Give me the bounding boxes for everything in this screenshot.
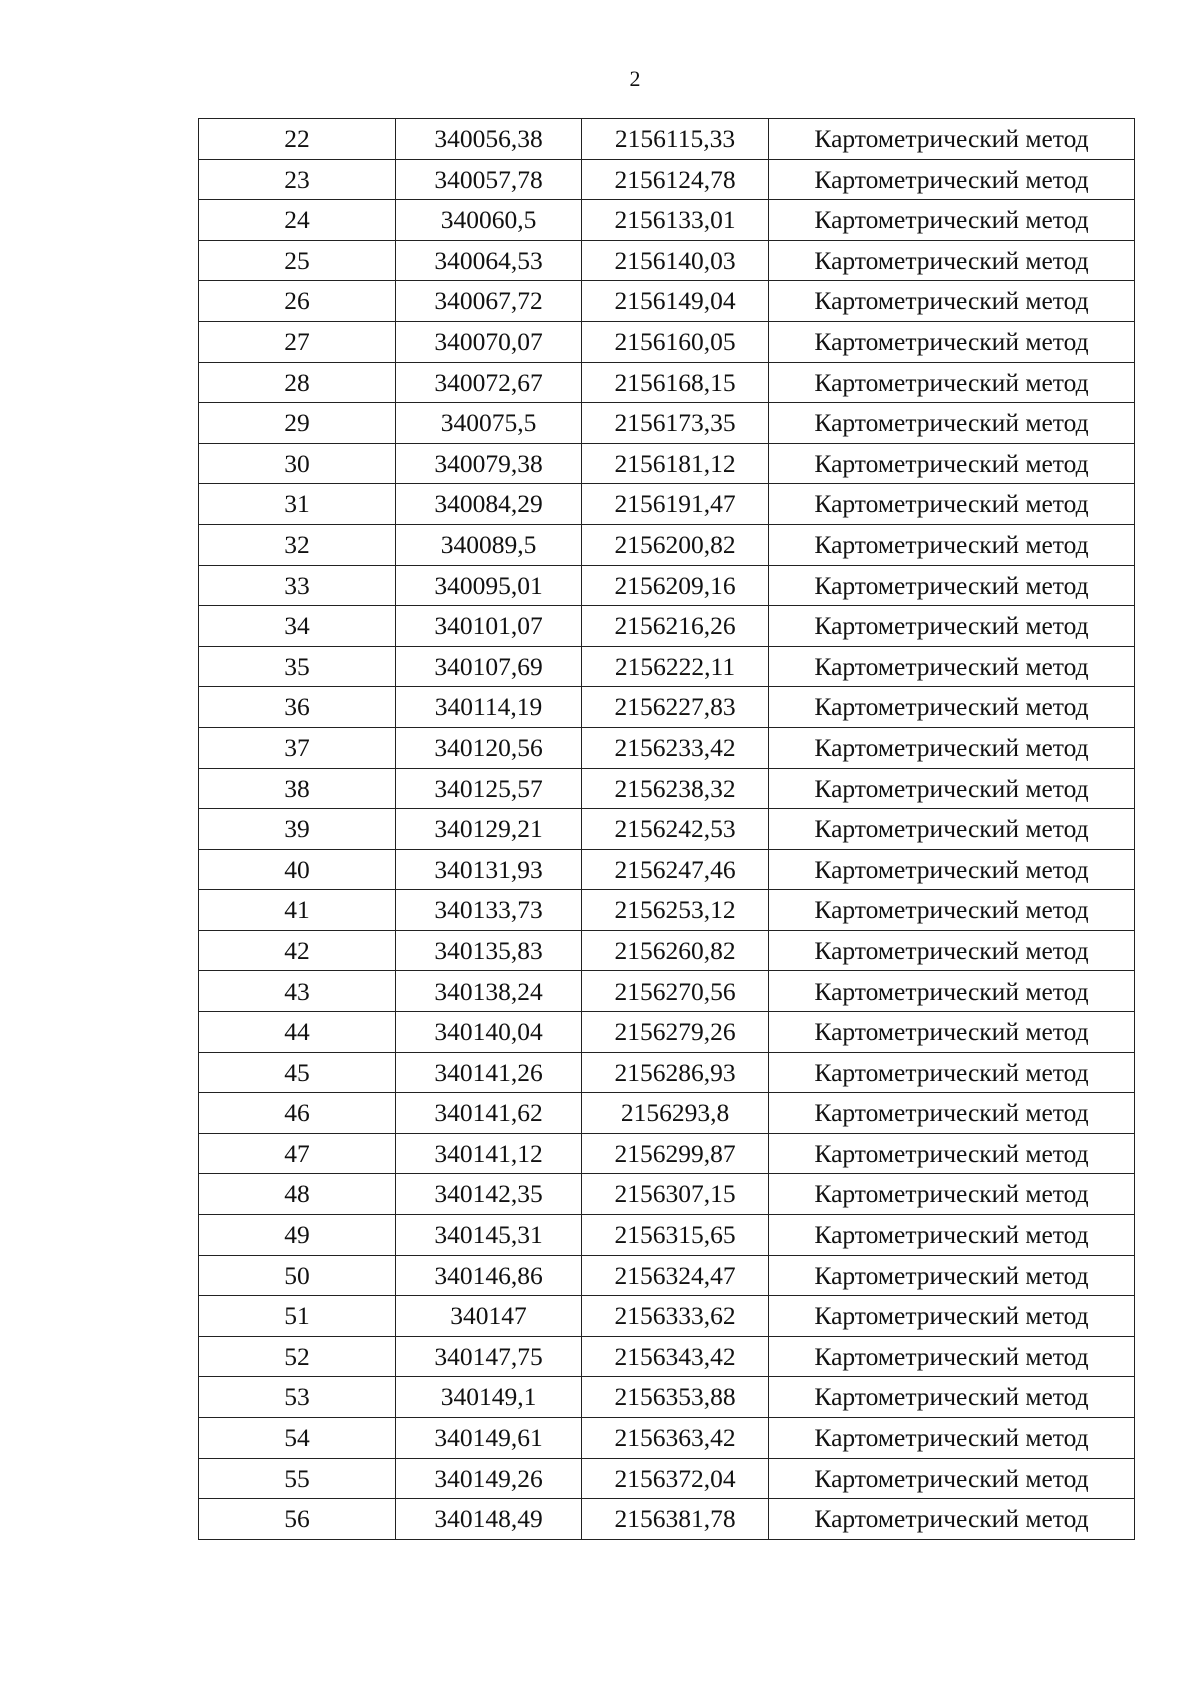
method-cell: Картометрический метод [769, 1052, 1135, 1093]
table-row [199, 281, 1135, 322]
y-coordinate-cell: 2156216,26 [582, 606, 769, 647]
x-coordinate-cell: 340146,86 [396, 1255, 582, 1296]
point-number-cell: 22 [199, 119, 396, 160]
method-cell: Картометрический метод [769, 1418, 1135, 1459]
x-coordinate-cell: 340095,01 [396, 565, 582, 606]
x-coordinate-cell: 340149,1 [396, 1377, 582, 1418]
method-cell: Картометрический метод [769, 403, 1135, 444]
method-cell: Картометрический метод [769, 809, 1135, 850]
y-coordinate-cell: 2156286,93 [582, 1052, 769, 1093]
table-row [199, 1215, 1135, 1256]
x-coordinate-cell: 340133,73 [396, 890, 582, 931]
y-coordinate-cell: 2156227,83 [582, 687, 769, 728]
y-coordinate-cell: 2156173,35 [582, 403, 769, 444]
y-coordinate-cell: 2156181,12 [582, 443, 769, 484]
y-coordinate-cell: 2156200,82 [582, 524, 769, 565]
y-coordinate-cell: 2156115,33 [582, 119, 769, 160]
x-coordinate-cell: 340141,62 [396, 1093, 582, 1134]
x-coordinate-cell: 340079,38 [396, 443, 582, 484]
point-number-cell: 35 [199, 646, 396, 687]
method-cell: Картометрический метод [769, 200, 1135, 241]
x-coordinate-cell: 340084,29 [396, 484, 582, 525]
page-number: 2 [629, 66, 641, 91]
point-number-cell: 34 [199, 606, 396, 647]
method-cell: Картометрический метод [769, 119, 1135, 160]
y-coordinate-cell: 2156140,03 [582, 240, 769, 281]
x-coordinate-cell: 340129,21 [396, 809, 582, 850]
y-coordinate-cell: 2156168,15 [582, 362, 769, 403]
y-coordinate-cell: 2156315,65 [582, 1215, 769, 1256]
y-coordinate-cell: 2156270,56 [582, 971, 769, 1012]
x-coordinate-cell: 340138,24 [396, 971, 582, 1012]
method-cell: Картометрический метод [769, 1012, 1135, 1053]
method-cell: Картометрический метод [769, 1499, 1135, 1540]
x-coordinate-cell: 340057,78 [396, 159, 582, 200]
x-coordinate-cell: 340101,07 [396, 606, 582, 647]
y-coordinate-cell: 2156333,62 [582, 1296, 769, 1337]
table-row [199, 849, 1135, 890]
x-coordinate-cell: 340141,12 [396, 1133, 582, 1174]
point-number-cell: 44 [199, 1012, 396, 1053]
x-coordinate-cell: 340140,04 [396, 1012, 582, 1053]
point-number-cell: 42 [199, 930, 396, 971]
method-cell: Картометрический метод [769, 362, 1135, 403]
point-number-cell: 32 [199, 524, 396, 565]
table-row [199, 119, 1135, 160]
table-row [199, 403, 1135, 444]
y-coordinate-cell: 2156233,42 [582, 727, 769, 768]
table-row [199, 200, 1135, 241]
coordinates-table-body [199, 119, 1135, 1540]
method-cell: Картометрический метод [769, 687, 1135, 728]
method-cell: Картометрический метод [769, 1093, 1135, 1134]
point-number-cell: 29 [199, 403, 396, 444]
table-row [199, 159, 1135, 200]
y-coordinate-cell: 2156253,12 [582, 890, 769, 931]
point-number-cell: 33 [199, 565, 396, 606]
point-number-cell: 46 [199, 1093, 396, 1134]
y-coordinate-cell: 2156293,8 [582, 1093, 769, 1134]
point-number-cell: 49 [199, 1215, 396, 1256]
method-cell: Картометрический метод [769, 1458, 1135, 1499]
point-number-cell: 26 [199, 281, 396, 322]
y-coordinate-cell: 2156209,16 [582, 565, 769, 606]
point-number-cell: 47 [199, 1133, 396, 1174]
y-coordinate-cell: 2156307,15 [582, 1174, 769, 1215]
method-cell: Картометрический метод [769, 849, 1135, 890]
method-cell: Картометрический метод [769, 1174, 1135, 1215]
table-row [199, 971, 1135, 1012]
table-row [199, 1296, 1135, 1337]
point-number-cell: 30 [199, 443, 396, 484]
table-row [199, 727, 1135, 768]
method-cell: Картометрический метод [769, 606, 1135, 647]
x-coordinate-cell: 340135,83 [396, 930, 582, 971]
x-coordinate-cell: 340148,49 [396, 1499, 582, 1540]
method-cell: Картометрический метод [769, 1255, 1135, 1296]
x-coordinate-cell: 340075,5 [396, 403, 582, 444]
point-number-cell: 53 [199, 1377, 396, 1418]
method-cell: Картометрический метод [769, 930, 1135, 971]
method-cell: Картометрический метод [769, 971, 1135, 1012]
y-coordinate-cell: 2156238,32 [582, 768, 769, 809]
table-row [199, 524, 1135, 565]
table-row [199, 809, 1135, 850]
table-row [199, 565, 1135, 606]
x-coordinate-cell: 340114,19 [396, 687, 582, 728]
point-number-cell: 48 [199, 1174, 396, 1215]
table-row [199, 362, 1135, 403]
x-coordinate-cell: 340067,72 [396, 281, 582, 322]
x-coordinate-cell: 340070,07 [396, 321, 582, 362]
x-coordinate-cell: 340089,5 [396, 524, 582, 565]
table-row [199, 443, 1135, 484]
point-number-cell: 39 [199, 809, 396, 850]
y-coordinate-cell: 2156372,04 [582, 1458, 769, 1499]
point-number-cell: 50 [199, 1255, 396, 1296]
method-cell: Картометрический метод [769, 1336, 1135, 1377]
method-cell: Картометрический метод [769, 646, 1135, 687]
y-coordinate-cell: 2156324,47 [582, 1255, 769, 1296]
point-number-cell: 27 [199, 321, 396, 362]
y-coordinate-cell: 2156260,82 [582, 930, 769, 971]
table-row [199, 484, 1135, 525]
y-coordinate-cell: 2156160,05 [582, 321, 769, 362]
point-number-cell: 25 [199, 240, 396, 281]
method-cell: Картометрический метод [769, 1377, 1135, 1418]
x-coordinate-cell: 340131,93 [396, 849, 582, 890]
x-coordinate-cell: 340107,69 [396, 646, 582, 687]
x-coordinate-cell: 340145,31 [396, 1215, 582, 1256]
method-cell: Картометрический метод [769, 1296, 1135, 1337]
point-number-cell: 54 [199, 1418, 396, 1459]
point-number-cell: 37 [199, 727, 396, 768]
x-coordinate-cell: 340141,26 [396, 1052, 582, 1093]
x-coordinate-cell: 340056,38 [396, 119, 582, 160]
point-number-cell: 55 [199, 1458, 396, 1499]
table-row [199, 1458, 1135, 1499]
table-row [199, 1093, 1135, 1134]
y-coordinate-cell: 2156222,11 [582, 646, 769, 687]
point-number-cell: 41 [199, 890, 396, 931]
point-number-cell: 56 [199, 1499, 396, 1540]
y-coordinate-cell: 2156363,42 [582, 1418, 769, 1459]
point-number-cell: 51 [199, 1296, 396, 1337]
x-coordinate-cell: 340147,75 [396, 1336, 582, 1377]
y-coordinate-cell: 2156353,88 [582, 1377, 769, 1418]
y-coordinate-cell: 2156133,01 [582, 200, 769, 241]
y-coordinate-cell: 2156242,53 [582, 809, 769, 850]
table-row [199, 768, 1135, 809]
coordinates-table [198, 118, 1135, 1540]
method-cell: Картометрический метод [769, 1215, 1135, 1256]
method-cell: Картометрический метод [769, 727, 1135, 768]
x-coordinate-cell: 340142,35 [396, 1174, 582, 1215]
y-coordinate-cell: 2156124,78 [582, 159, 769, 200]
table-row [199, 606, 1135, 647]
table-row [199, 1012, 1135, 1053]
table-row [199, 1336, 1135, 1377]
method-cell: Картометрический метод [769, 443, 1135, 484]
table-row [199, 1499, 1135, 1540]
y-coordinate-cell: 2156381,78 [582, 1499, 769, 1540]
table-row [199, 1418, 1135, 1459]
point-number-cell: 23 [199, 159, 396, 200]
table-row [199, 1133, 1135, 1174]
y-coordinate-cell: 2156191,47 [582, 484, 769, 525]
point-number-cell: 31 [199, 484, 396, 525]
y-coordinate-cell: 2156299,87 [582, 1133, 769, 1174]
x-coordinate-cell: 340149,61 [396, 1418, 582, 1459]
y-coordinate-cell: 2156247,46 [582, 849, 769, 890]
method-cell: Картометрический метод [769, 1133, 1135, 1174]
table-row [199, 687, 1135, 728]
table-row [199, 890, 1135, 931]
table-row [199, 930, 1135, 971]
table-row [199, 1377, 1135, 1418]
method-cell: Картометрический метод [769, 484, 1135, 525]
x-coordinate-cell: 340060,5 [396, 200, 582, 241]
method-cell: Картометрический метод [769, 524, 1135, 565]
method-cell: Картометрический метод [769, 159, 1135, 200]
method-cell: Картометрический метод [769, 768, 1135, 809]
point-number-cell: 43 [199, 971, 396, 1012]
method-cell: Картометрический метод [769, 890, 1135, 931]
x-coordinate-cell: 340120,56 [396, 727, 582, 768]
x-coordinate-cell: 340149,26 [396, 1458, 582, 1499]
x-coordinate-cell: 340064,53 [396, 240, 582, 281]
table-row [199, 646, 1135, 687]
y-coordinate-cell: 2156279,26 [582, 1012, 769, 1053]
table-row [199, 1174, 1135, 1215]
point-number-cell: 52 [199, 1336, 396, 1377]
point-number-cell: 36 [199, 687, 396, 728]
y-coordinate-cell: 2156149,04 [582, 281, 769, 322]
point-number-cell: 28 [199, 362, 396, 403]
point-number-cell: 38 [199, 768, 396, 809]
x-coordinate-cell: 340147 [396, 1296, 582, 1337]
table-row [199, 321, 1135, 362]
y-coordinate-cell: 2156343,42 [582, 1336, 769, 1377]
method-cell: Картометрический метод [769, 240, 1135, 281]
method-cell: Картометрический метод [769, 565, 1135, 606]
table-row [199, 240, 1135, 281]
point-number-cell: 45 [199, 1052, 396, 1093]
x-coordinate-cell: 340125,57 [396, 768, 582, 809]
table-row [199, 1255, 1135, 1296]
x-coordinate-cell: 340072,67 [396, 362, 582, 403]
point-number-cell: 24 [199, 200, 396, 241]
point-number-cell: 40 [199, 849, 396, 890]
method-cell: Картометрический метод [769, 281, 1135, 322]
method-cell: Картометрический метод [769, 321, 1135, 362]
table-row [199, 1052, 1135, 1093]
